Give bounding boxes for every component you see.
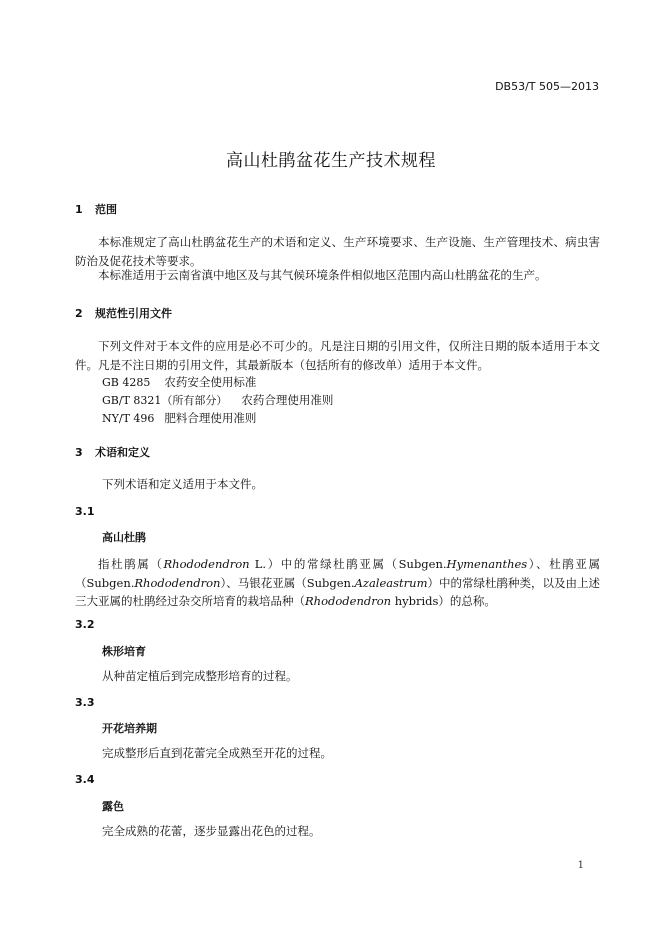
term-number: 3.2 (75, 618, 95, 631)
section-number: 2 (75, 307, 83, 320)
reference-code: NY/T 496 (102, 412, 155, 425)
reference-name: 农药安全使用标准 (164, 375, 257, 389)
latin-subgenus: Rhododendron (134, 575, 221, 590)
section-title: 范围 (95, 203, 117, 216)
definition-text: ）、杜鹃亚属（Subgen. (75, 557, 601, 590)
reference-name: 农药合理使用准则 (241, 393, 334, 407)
section-number: 1 (75, 203, 83, 216)
section-title: 规范性引用文件 (95, 307, 172, 320)
latin-subgenus: Hymenanthes (446, 557, 528, 571)
reference-name: 肥料合理使用准则 (164, 411, 257, 425)
reference-code: GB/T 8321（所有部分） (102, 394, 228, 407)
term-number: 3.1 (75, 505, 95, 518)
section-2-paragraph-1: 下列文件对于本文件的应用是必不可少的。凡是注日期的引用文件，仅所注日期的版本适用于本文件。凡是不注日期的引用文件，其最新版本（包括所有的修改单）适用于本文件。 (75, 339, 600, 372)
page-title: 高山杜鹃盆花生产技术规程 (226, 151, 436, 171)
term-definition: 完全成熟的花蕾，逐步显露出花色的过程。 (102, 824, 321, 838)
term-title: 露色 (102, 800, 124, 813)
section-1-paragraph-2: 本标准适用于云南省滇中地区及与其气候环境条件相似地区范围内高山杜鹃盆花的生产。 (98, 268, 547, 282)
latin-genus: Rhododendron (163, 557, 250, 571)
page-number: 1 (577, 860, 584, 871)
term-title: 高山杜鹃 (102, 531, 146, 544)
term-definition: 从种苗定植后到完成整形培育的过程。 (102, 669, 298, 683)
definition-text: hybrids）的总称。 (391, 594, 496, 608)
section-2-heading (75, 305, 172, 321)
doc-id: DB53/T 505—2013 (495, 80, 599, 93)
term-title: 开花培养期 (102, 722, 157, 735)
latin-subgenus: Azaleastrum (354, 575, 428, 590)
section-3-intro: 下列术语和定义适用于本文件。 (102, 477, 263, 491)
section-number: 3 (75, 446, 83, 459)
section-1-paragraph-1: 本标准规定了高山杜鹃盆花生产的术语和定义、生产环境要求、生产设施、生产管理技术、病虫害防治及促花技术等要求。 (75, 235, 600, 268)
term-definition (75, 555, 600, 611)
term-definition: 完成整形后直到花蕾完全成熟至开花的过程。 (102, 746, 332, 760)
term-title: 株形培育 (102, 645, 146, 658)
section-3-heading (75, 444, 150, 460)
reference-code: GB 4285 (102, 376, 151, 389)
definition-text: ）、马银花亚属（Subgen. (220, 575, 355, 590)
reference-item (102, 410, 256, 426)
definition-text: 指杜鹃属（ (98, 557, 164, 571)
section-1-heading (75, 201, 117, 217)
definition-text: L.）中的常绿杜鹃亚属（Subgen. (249, 557, 447, 571)
section-title: 术语和定义 (95, 446, 150, 459)
reference-item (102, 392, 333, 408)
latin-genus: Rhododendron (305, 594, 392, 608)
term-number: 3.3 (75, 696, 95, 709)
definition-text: ）中的常绿杜鹃种类，以及由上述三大亚属的杜鹃经过杂交所培育的栽培品种（ (75, 575, 601, 608)
term-number: 3.4 (75, 773, 95, 786)
reference-item (102, 374, 256, 390)
